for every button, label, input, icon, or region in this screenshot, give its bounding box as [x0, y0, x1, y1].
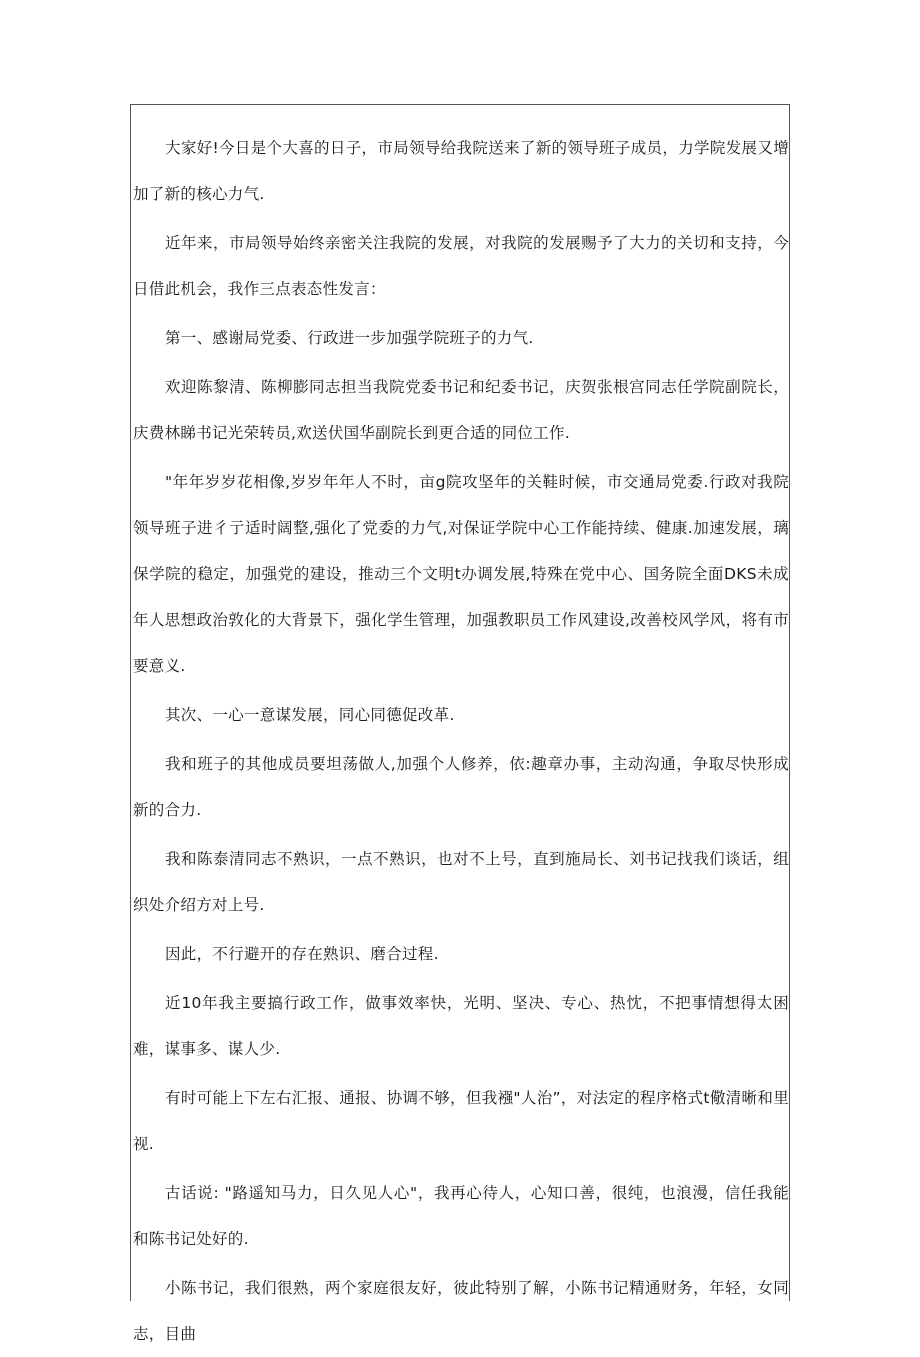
- paragraph-therefore: 因此，不行避开的存在熟识、磨合过程.: [165, 945, 439, 963]
- document-frame: [130, 104, 790, 1343]
- paragraph-reporting: 有时可能上下左右汇报、通报、协调不够，但我襁"人治”，对法定的程序格式t儆清晰和里视.: [133, 1089, 789, 1153]
- paragraph-point-two: 其次、一心一意谋发展，同心同德促改革.: [165, 706, 455, 724]
- paragraph-secretary: 小陈书记，我们很熟，两个家庭很友好，彼此特别了解，小陈书记精通财务，年轻，女同志，目曲: [133, 1279, 789, 1343]
- document-body: [133, 125, 789, 1357]
- paragraph-proverb: 古话说: "路遥知马力，日久见人心"，我再心待人，心知口善，很纯，也浪漫，信任我能和陈书记处好的.: [133, 1184, 789, 1248]
- paragraph-point-one: 第一、感谢局党委、行政进一步加强学院班子的力气.: [165, 329, 534, 347]
- paragraph-adjustment: "年年岁岁花相像,岁岁年年人不时，亩g院攻坚年的关鞋时候，市交通局党委.行政对我院领导班子进彳亍适时阔整,强化了党委的力气,对保证学院中心工作能持续、健康.加速发展，璃保学院的稳定，加强党的建设，推动三个文明t办调发展,特殊在党中心、国务院全面DKS未成年人思想政治敦化的大背景下，强化学生管理，加强教职员工作风建设,改善校风学风，将有市要意义.: [133, 473, 789, 675]
- paragraph-team: 我和班子的其他成员要坦荡做人,加强个人修养，依:趣章办事，主动沟通，争取尽快形成新的合力.: [133, 755, 789, 819]
- paragraph-experience: 近10年我主要搞行政工作，做事效率快，光明、坚决、专心、热忱，不把事情想得太困难，谋事多、谋人少.: [133, 994, 789, 1058]
- paragraph-intro: 近年来，市局领导始终亲密关注我院的发展，对我院的发展赐予了大力的关切和支持，今日借此机会，我作三点表态性发言：: [133, 234, 789, 298]
- paragraph-acquaintance: 我和陈泰清同志不熟识，一点不熟识，也对不上号，直到施局长、刘书记找我们谈话，组织处介绍方对上号.: [133, 850, 789, 914]
- paragraph-greeting: 大家好!今日是个大喜的日子，市局领导给我院送来了新的领导班子成员，力学院发展又增加了新的核心力气.: [133, 139, 789, 203]
- paragraph-welcome: 欢迎陈黎清、陈柳膨同志担当我院党委书记和纪委书记，庆贺张根宫同志任学院副院长，庆费林睇书记光荣转员,欢送伏国华副院长到更合适的同位工作.: [133, 378, 789, 442]
